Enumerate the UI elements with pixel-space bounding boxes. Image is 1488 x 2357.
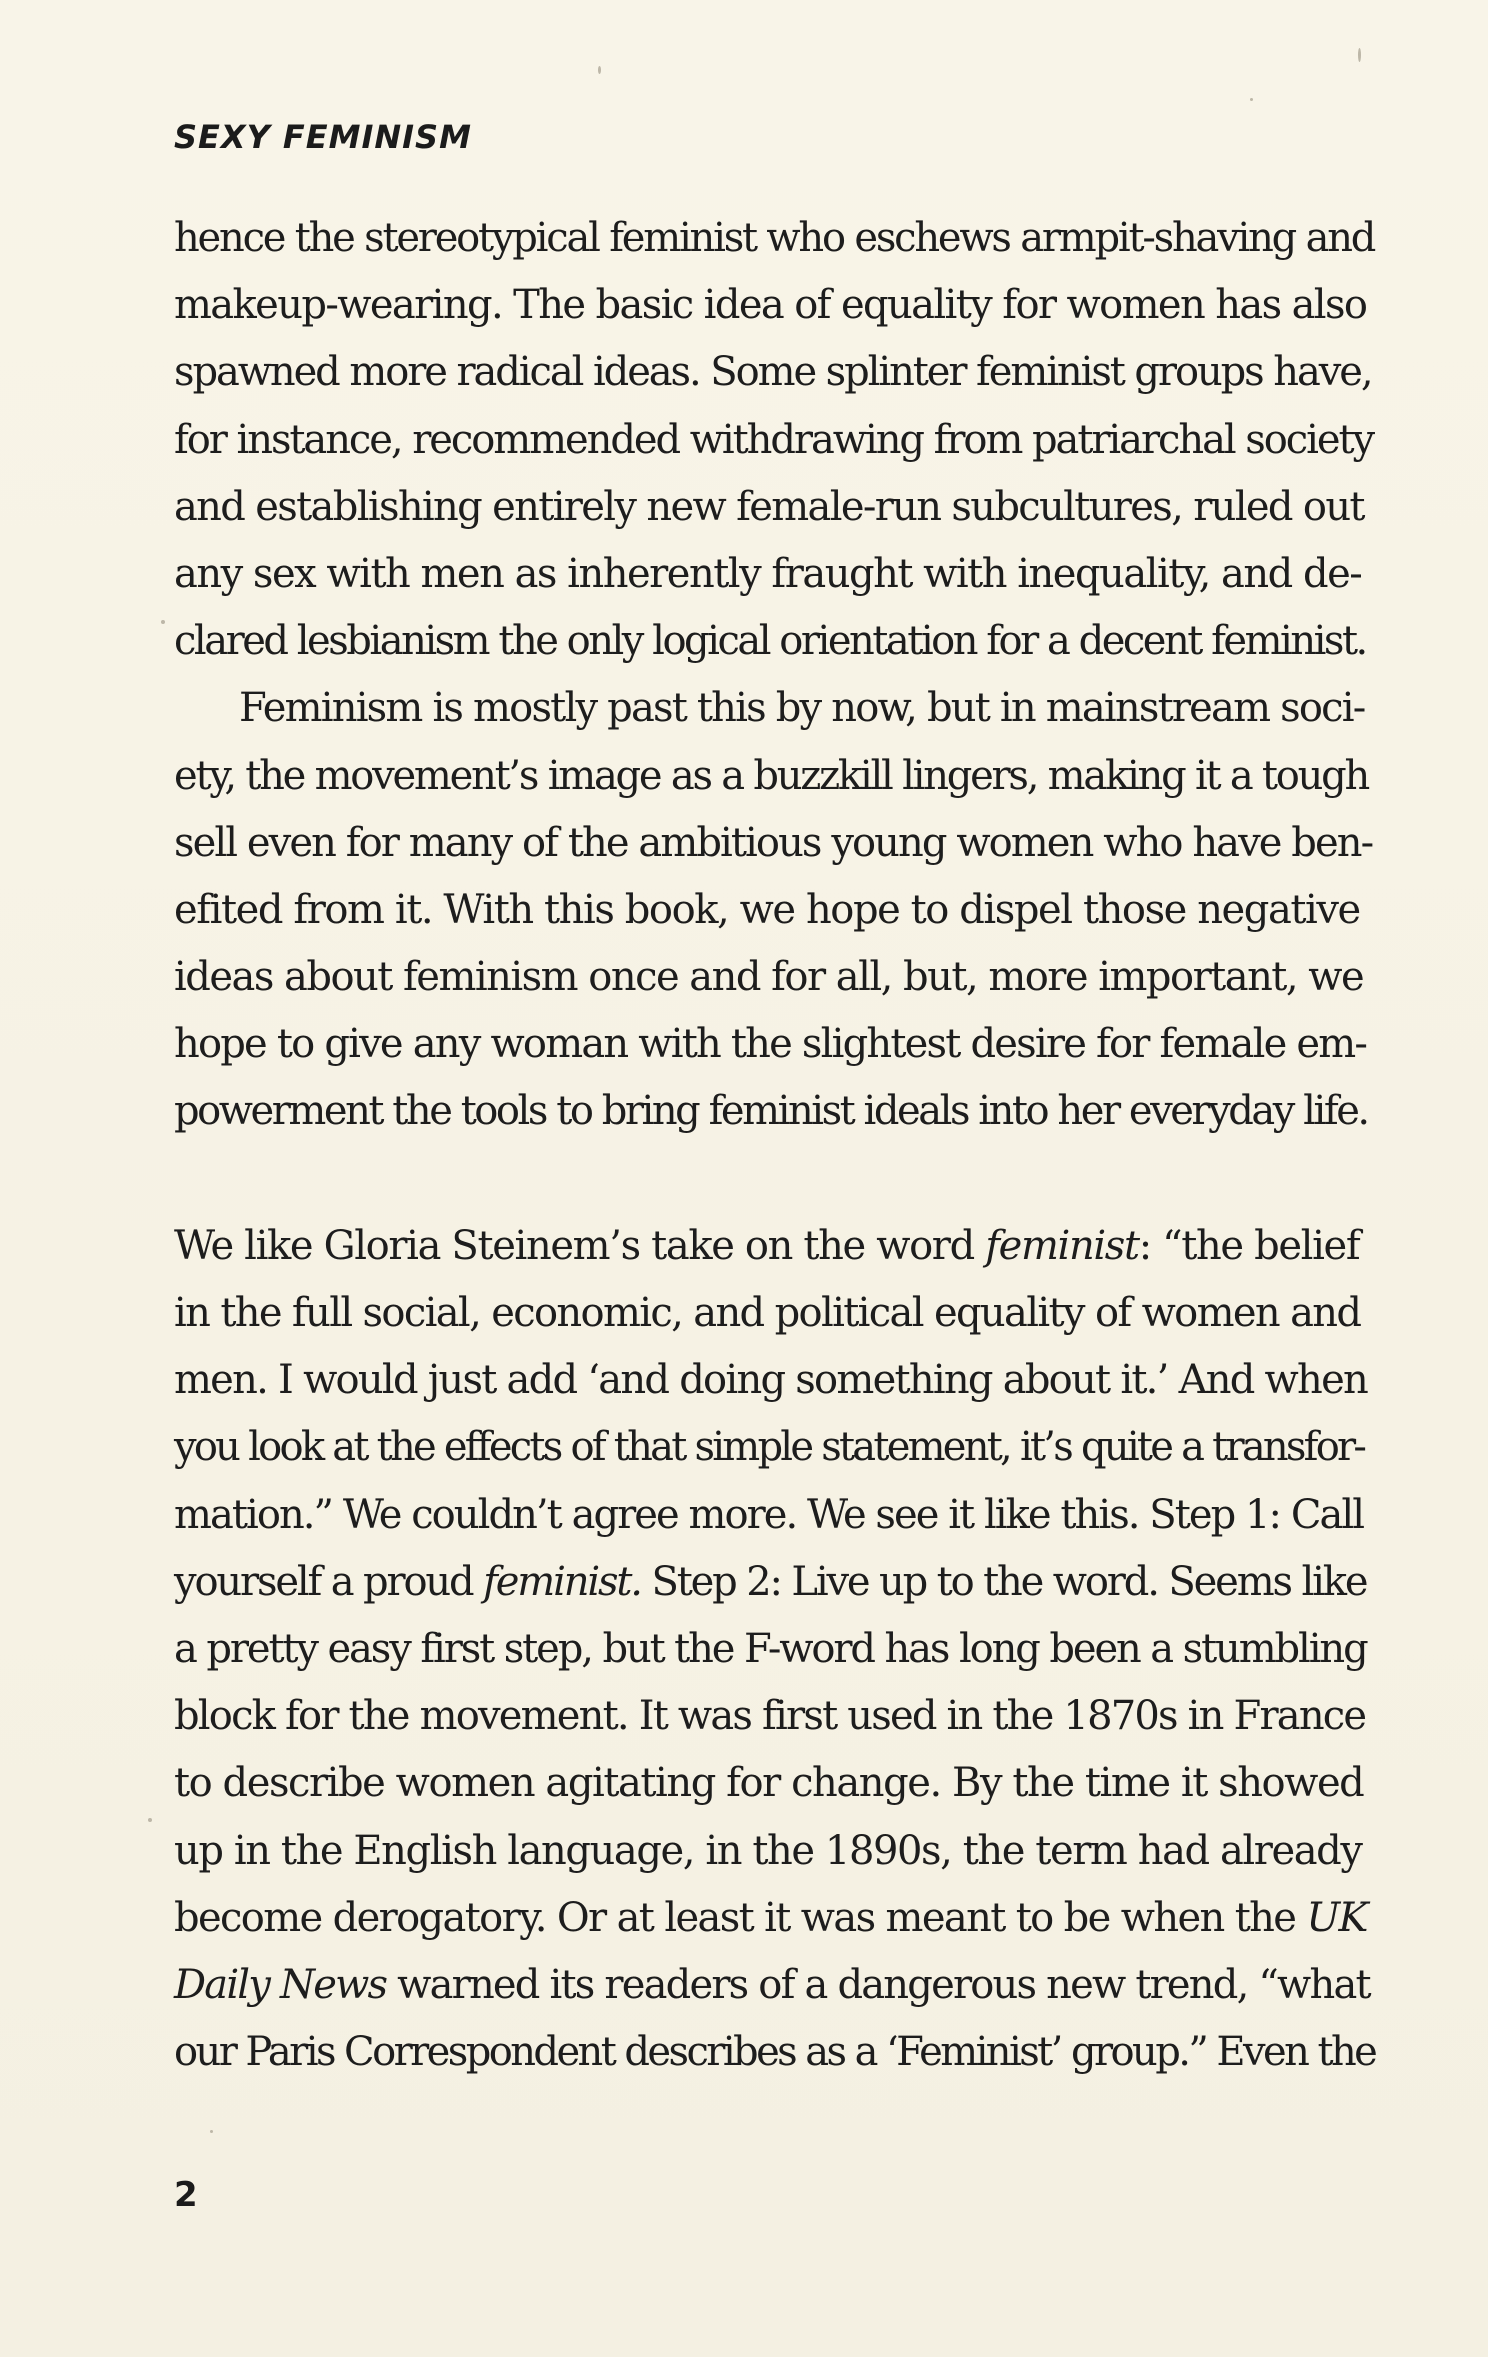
text-line: ety, the movement’s image as a buzzkill lingers, making it a tough xyxy=(174,752,1369,799)
text-line xyxy=(174,1885,1367,1952)
italic-run: UK xyxy=(1306,1894,1367,1941)
text-line: efited from it. With this book, we hope to dispel those negative xyxy=(174,886,1360,933)
running-head: SEXY FEMINISM xyxy=(174,118,472,156)
body-text xyxy=(174,205,1376,2086)
paper-speck xyxy=(598,66,601,74)
text-line xyxy=(174,1482,1364,1549)
text-line xyxy=(174,1280,1361,1347)
text-run: block for the movement. It was first used in the 1870s in France xyxy=(174,1693,1366,1740)
paragraph xyxy=(174,1213,1376,2086)
text-line xyxy=(174,1818,1362,1885)
text-run: : “the belief xyxy=(1138,1222,1360,1269)
text-line xyxy=(174,1414,1365,1481)
text-line: ideas about feminism once and for all, but, more important, we xyxy=(174,954,1364,1001)
text-line: spawned more radical ideas. Some splinter feminist groups have, xyxy=(174,349,1372,396)
section-break xyxy=(174,1146,1349,1213)
text-line xyxy=(174,1347,1368,1414)
text-line xyxy=(174,1616,1367,1683)
text-run: We like Gloria Steinem’s take on the word xyxy=(174,1222,986,1269)
text-line: powerment the tools to bring feminist ideals into her everyday life. xyxy=(174,1088,1368,1135)
text-run: you look at the effects of that simple statement, it’s quite a transfor- xyxy=(174,1424,1365,1471)
text-line: hope to give any woman with the slightest desire for female em- xyxy=(174,1021,1367,1068)
text-line: clared lesbianism the only logical orientation for a decent feminist. xyxy=(174,618,1366,665)
text-run: mation.” We couldn’t agree more. We see it like this. Step 1: Call xyxy=(174,1491,1364,1538)
italic-run: Daily News xyxy=(174,1961,387,2008)
paper-speck xyxy=(210,2130,213,2133)
text-run: become derogatory. Or at least it was meant to be when the xyxy=(174,1894,1307,1941)
paragraph xyxy=(174,205,1375,675)
text-run: Step 2: Live up to the word. Seems like xyxy=(640,1558,1367,1605)
text-run: up in the English language, in the 1890s, the term had already xyxy=(174,1827,1362,1874)
paper-speck xyxy=(148,1818,152,1822)
text-run: men. I would just add ‘and doing something about it.’ And when xyxy=(174,1357,1368,1404)
text-line: sell even for many of the ambitious young women who have ben- xyxy=(174,819,1373,866)
paper-speck xyxy=(1358,48,1361,62)
text-line xyxy=(174,1549,1367,1616)
italic-run: feminist xyxy=(985,1222,1139,1269)
text-line xyxy=(174,1750,1364,1817)
text-line xyxy=(174,2019,1376,2086)
italic-run: feminist. xyxy=(483,1558,641,1605)
text-run: in the full social, economic, and political equality of women and xyxy=(174,1290,1361,1336)
text-line: and establishing entirely new female-run subcultures, ruled out xyxy=(174,483,1364,530)
text-run: warned its readers of a dangerous new trend, “what xyxy=(386,1961,1370,2008)
text-run: yourself a proud xyxy=(174,1558,484,1605)
text-line: any sex with men as inherently fraught with inequality, and de- xyxy=(174,550,1362,597)
text-line xyxy=(174,1683,1366,1750)
text-line: makeup-wearing. The basic idea of equality for women has also xyxy=(174,282,1367,329)
paragraph xyxy=(174,675,1373,1145)
page-number: 2 xyxy=(174,2175,198,2215)
text-run: to describe women agitating for change. By the time it showed xyxy=(174,1760,1364,1807)
text-run: our Paris Correspondent describes as a ‘Feminist’ group.” Even the xyxy=(174,2029,1376,2076)
text-line: for instance, recommended withdrawing from patriarchal society xyxy=(174,416,1374,463)
paper-speck xyxy=(1250,98,1253,101)
text-line xyxy=(174,1213,1360,1280)
text-line: hence the stereotypical feminist who eschews armpit-shaving and xyxy=(174,215,1375,261)
paper-speck xyxy=(161,620,165,624)
text-run: a pretty easy first step, but the F-word has long been a stumbling xyxy=(174,1625,1367,1672)
text-line xyxy=(174,1952,1370,2019)
text-line: Feminism is mostly past this by now, but in mainstream soci- xyxy=(239,685,1365,732)
